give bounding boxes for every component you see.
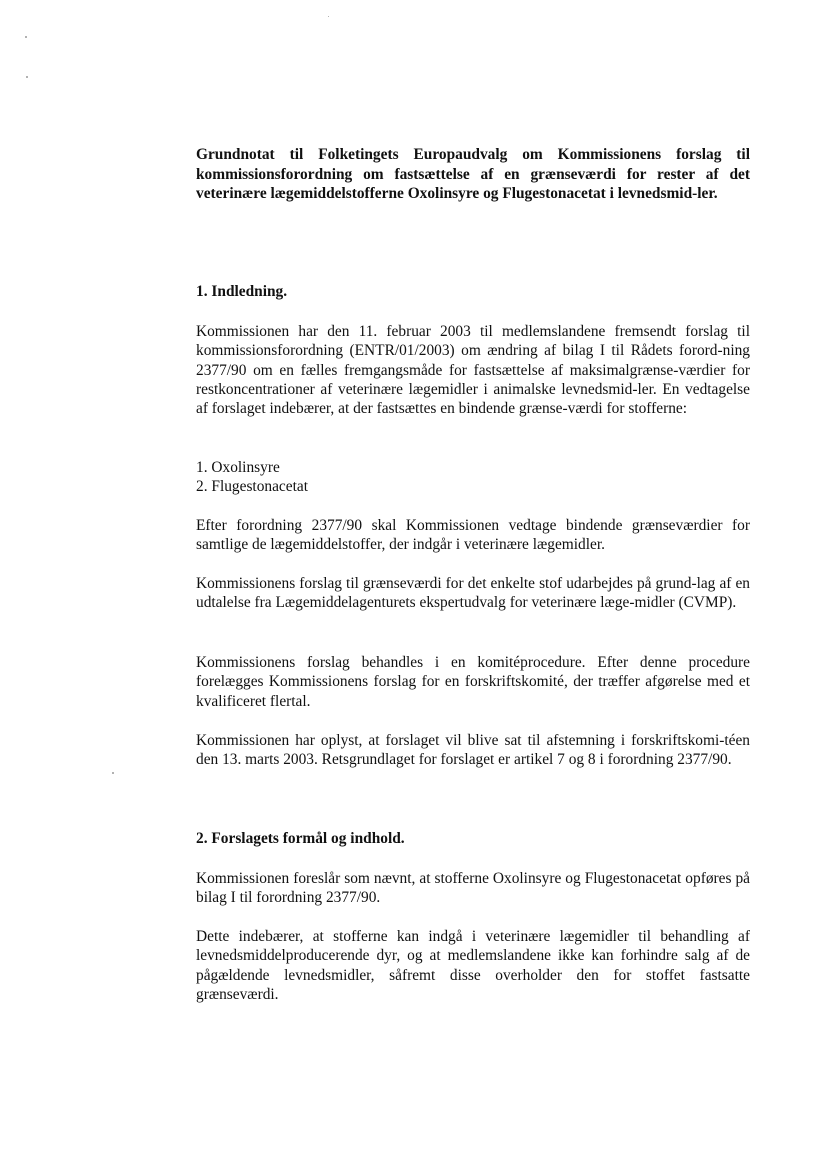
list-item: 2. Flugestonacetat: [196, 478, 308, 496]
scan-speck: [328, 16, 329, 17]
section-heading-indledning: 1. Indledning.: [196, 283, 288, 300]
paragraph-formaal: Kommissionen foreslår som nævnt, at stofferne Oxolinsyre og Flugestonacetat opføres på bilag I til forordning 2377/90.: [196, 870, 750, 907]
paragraph-intro: Kommissionen har den 11. februar 2003 til medlemslandene fremsendt forslag til kommissionsforordning (ENTR/01/2003) om ændring af bilag I til Rådets forord-ning 2377/90 om en fælles fremgangsmåde for fastsættelse af maksimalgrænse-værdier for restkoncentrationer af veterinære lægemidler i animalske levnedsmid-ler. En vedtagelse af forslaget indebærer, at der fastsættes en bindende grænse-værdi for stofferne:: [196, 323, 750, 418]
scan-speck: [112, 772, 114, 774]
section-heading-formaal: 2. Forslagets formål og indhold.: [196, 830, 405, 847]
paragraph-komiteprocedure: Kommissionens forslag behandles i en komitéprocedure. Efter denne procedure forelægges Kommissionens forslag for en forskriftskomité, der træffer afgørelse med et kvalificeret flertal.: [196, 654, 750, 710]
substance-list: [196, 458, 750, 497]
paragraph-indebaerer: Dette indebærer, at stofferne kan indgå i veterinære lægemidler til behandling af levnedsmiddelproducerende dyr, og at medlemslandene ikke kan forhindre salg af de pågældende levnedsmidler, såfremt disse overholder den for stoffet fastsatte grænseværdi.: [196, 928, 750, 1003]
list-item: 1. Oxolinsyre: [196, 459, 280, 476]
scan-speck: [25, 36, 27, 38]
paragraph-forordning: Efter forordning 2377/90 skal Kommissionen vedtage bindende grænseværdier for samtlige de lægemiddelstoffer, der indgår i veterinære lægemidler.: [196, 517, 750, 554]
paragraph-afstemning: Kommissionen har oplyst, at forslaget vil blive sat til afstemning i forskriftskomi-téen den 13. marts 2003. Retsgrundlaget for forslaget er artikel 7 og 8 i forordning 2377/90.: [196, 732, 750, 769]
paragraph-graensevaerdi: Kommissionens forslag til grænseværdi for det enkelte stof udarbejdes på grund-lag af en udtalelse fra Lægemiddelagenturets ekspertudvalg for veterinære læge-midler (CVMP).: [196, 575, 750, 612]
scan-speck: [26, 76, 28, 78]
document-title: Grundnotat til Folketingets Europaudvalg om Kommissionens forslag til kommissionsforordning om fastsættelse af en grænseværdi for rester af det veterinære lægemiddelstofferne Oxolinsyre og Flugestonacetat i levnedsmid-ler.: [196, 146, 750, 202]
